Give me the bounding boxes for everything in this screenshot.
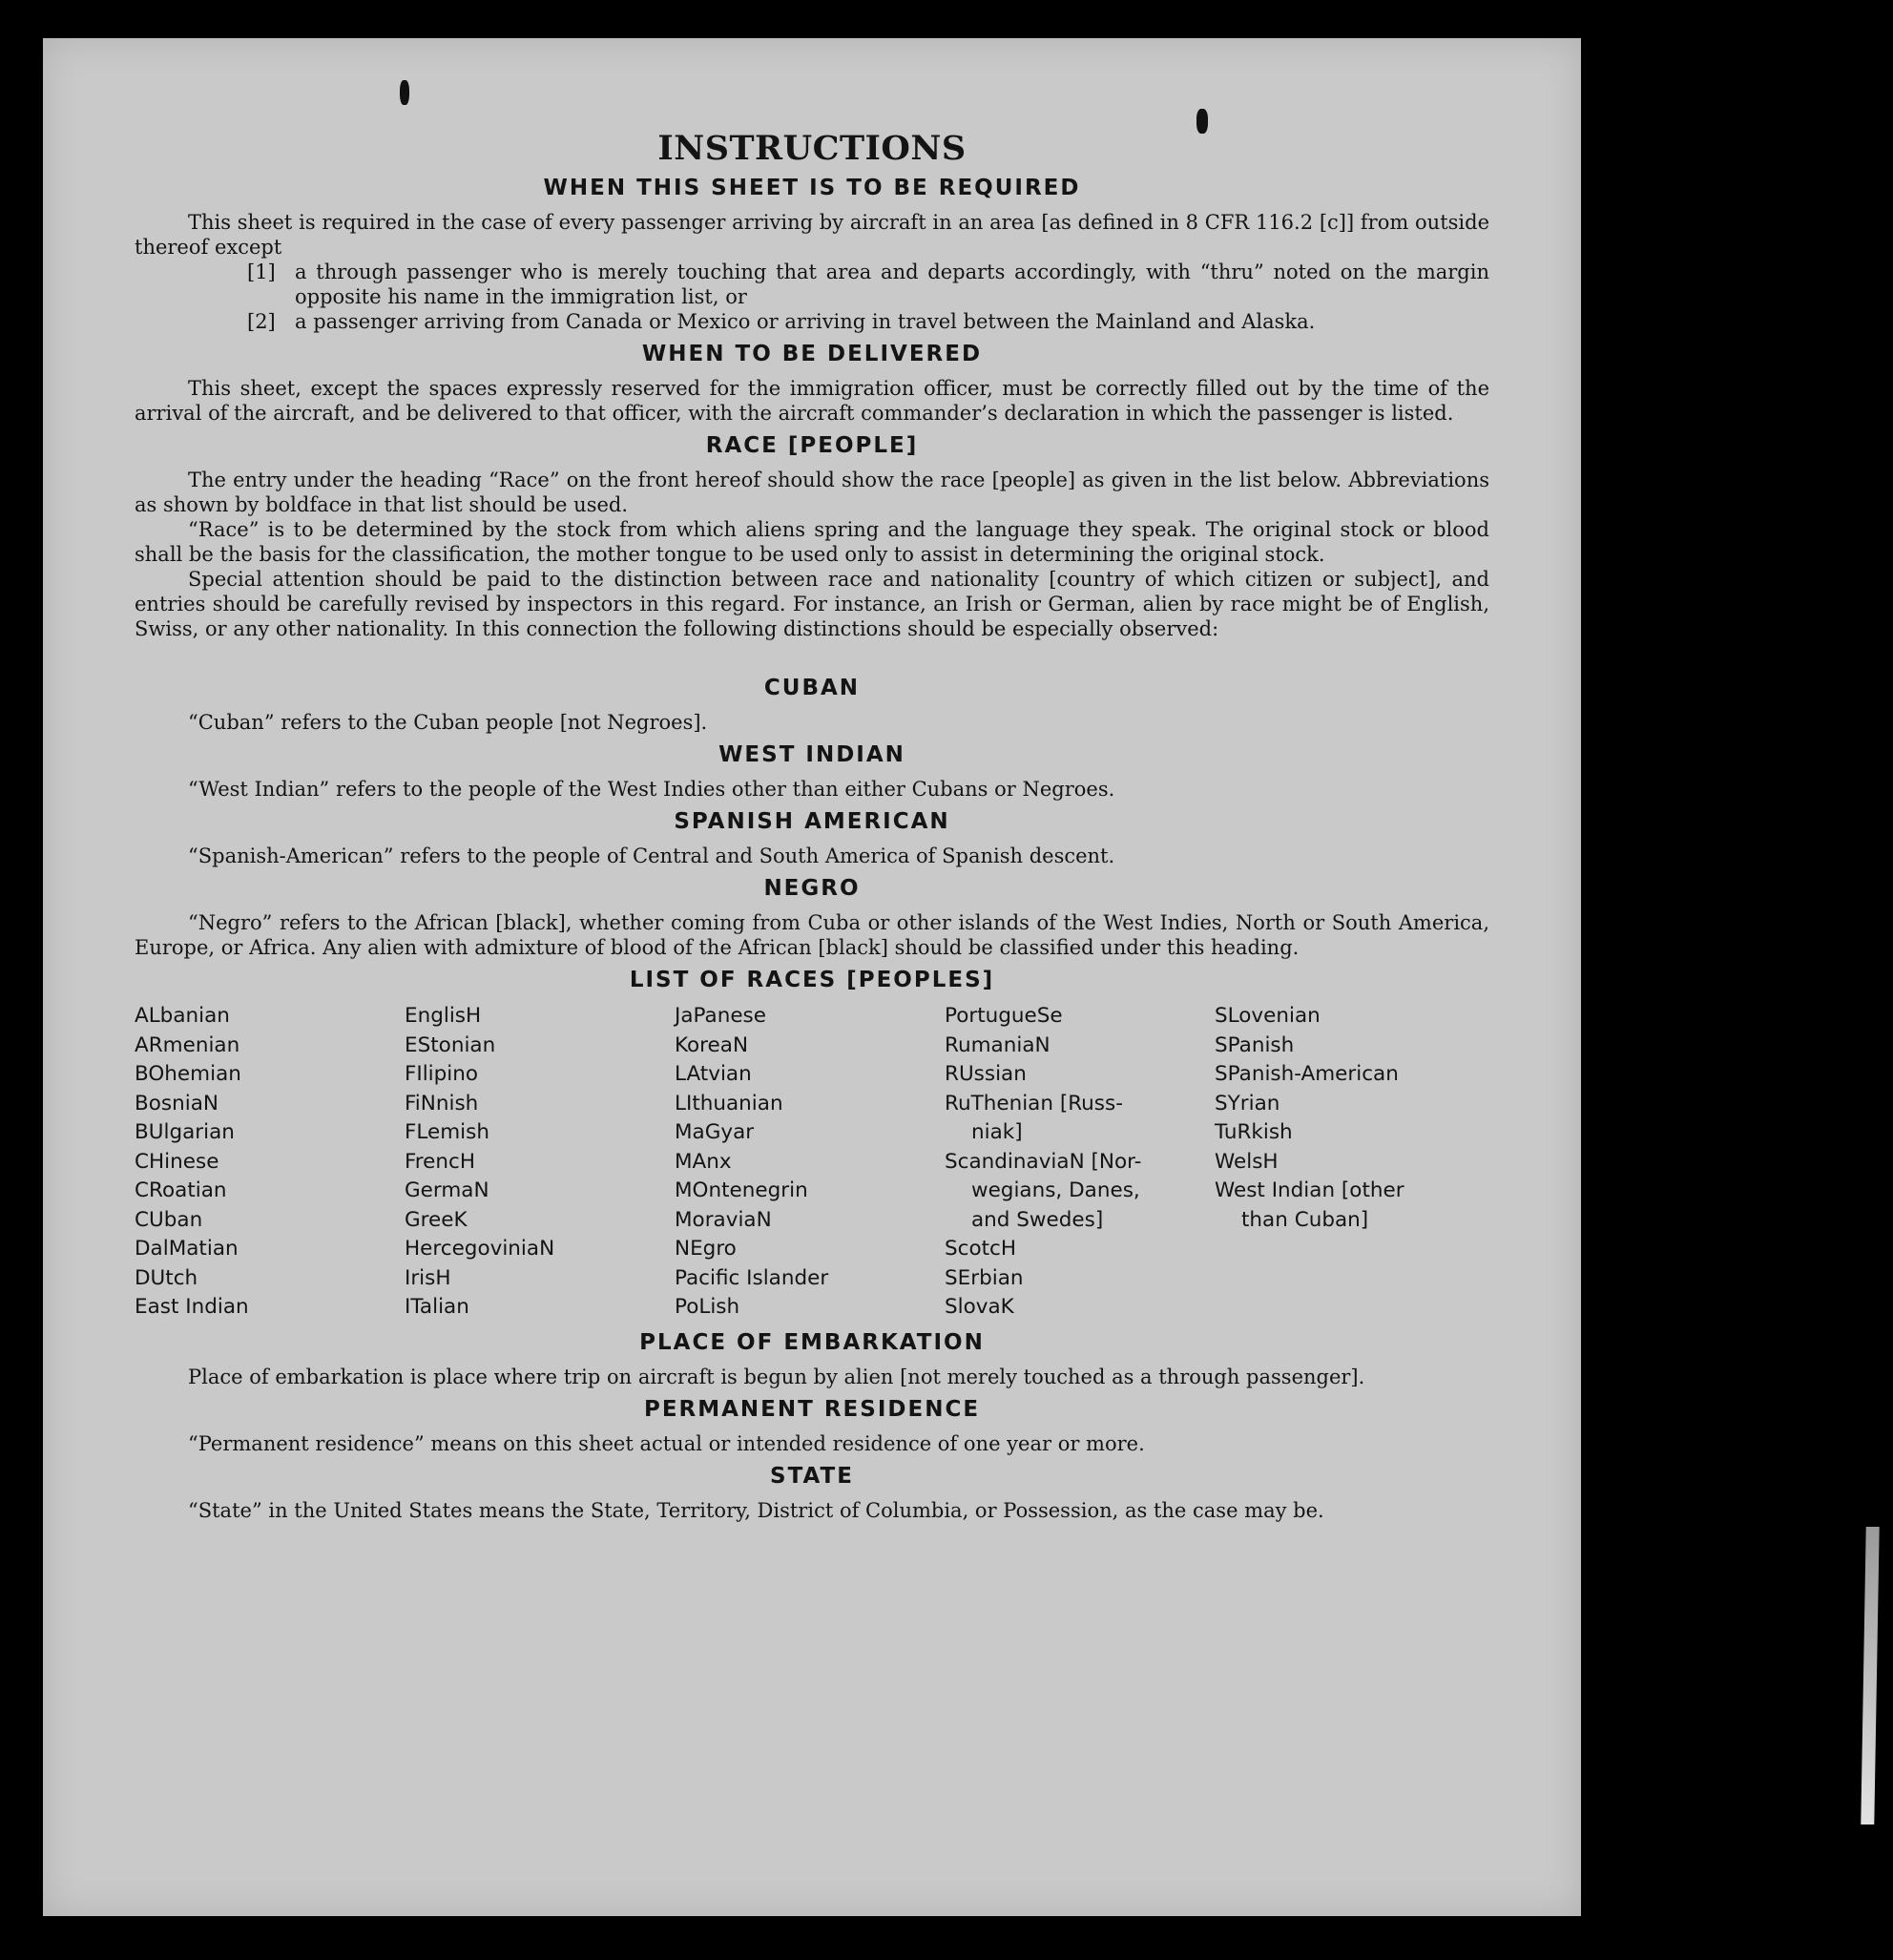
heading-when-delivered: WHEN TO BE DELIVERED [641,342,983,366]
heading-spanish-american: SPANISH AMERICAN [674,809,950,834]
state-text: “State” in the United States means the State, Territory, District of Columbia, or Possession, as the case may be. [188,1498,1324,1522]
list-item [247,260,1489,309]
negro-text: “Negro” refers to the African [black], whether coming from Cuba or other islands of the West Indies, North or South America, Europe, or Africa. Any alien with admixture of blood of the African [black] should be classified under this heading. [135,911,1489,959]
race-entry: WelsH [1215,1149,1279,1174]
race-entry: ALbanian [135,1004,230,1028]
race-entry: SPanish [1215,1032,1295,1057]
item-text: a passenger arriving from Canada or Mexico or arriving in travel between the Mainland and Alaska. [295,310,1316,333]
page-edge-strip [1861,1527,1879,1824]
heading-place-of-embarkation: PLACE OF EMBARKATION [639,1329,985,1355]
race-entry: ScotcH [945,1237,1017,1261]
heading-cuban: CUBAN [763,676,861,700]
race-entry: MAnx [675,1149,732,1174]
race-entry: FLemish [405,1120,489,1144]
race-entry: HercegoviniaN [405,1237,555,1261]
races-column-3 [675,1002,945,1323]
race-entry: MoraviaN [675,1207,772,1232]
race-entry: IrisH [405,1265,451,1290]
race-entry: KoreaN [675,1032,749,1057]
races-list [135,1002,1489,1323]
race-entry: RumaniaN [945,1032,1051,1057]
race-entry-continuation: and Swedes] [971,1207,1104,1232]
residence-text: “Permanent residence” means on this sheet actual or intended residence of one year or more. [188,1431,1145,1455]
race-entry: SPanish-American [1215,1062,1399,1086]
race-entry: GreeK [405,1207,468,1232]
race-entry: CUban [135,1207,203,1232]
race-entry: BOhemian [135,1062,241,1086]
race-entry: SLovenian [1215,1004,1321,1028]
heading-when-required: WHEN THIS SHEET IS TO BE REQUIRED [543,176,1081,200]
race-entry: EStonian [405,1032,496,1057]
west-indian-text: “West Indian” refers to the people of the West Indies other than either Cubans or Negroes. [188,778,1115,801]
race-entry: MOntenegrin [675,1178,808,1202]
race-entry: West Indian [other [1215,1178,1404,1202]
race-entry-continuation: wegians, Danes, [971,1178,1140,1202]
race-entry-continuation: niak] [971,1120,1023,1144]
races-column-2 [405,1002,675,1323]
race-entry: DUtch [135,1265,198,1290]
heading-west-indian: WEST INDIAN [718,742,905,767]
race-entry: RUssian [945,1062,1027,1086]
race-entry: MaGyar [675,1120,755,1144]
race-entry: East Indian [135,1295,249,1319]
heading-race: RACE [PEOPLE] [705,433,919,458]
race-entry: PoLish [675,1295,740,1319]
race-entry: PortugueSe [945,1004,1063,1028]
race-entry: SlovaK [945,1295,1014,1319]
race-entry: RuThenian [Russ- [945,1091,1123,1116]
heading-permanent-residence: PERMANENT RESIDENCE [643,1396,981,1422]
race-entry: EnglisH [405,1004,482,1028]
required-intro: This sheet is required in the case of every passenger arriving by aircraft in an area [as defined in 8 CFR 116.2 [c]] from outside thereof except [135,211,1489,259]
list-item [247,309,1489,334]
race-entry: GermaN [405,1178,489,1202]
race-entry: LIthuanian [675,1091,783,1116]
cuban-text: “Cuban” refers to the Cuban people [not Negroes]. [188,711,708,734]
race-entry: SErbian [945,1265,1024,1290]
race-entry: BosniaN [135,1091,218,1116]
embarkation-text: Place of embarkation is place where trip on aircraft is begun by alien [not merely touched as a through passenger]. [188,1365,1365,1388]
race-entry: FrencH [405,1149,476,1174]
item-number: [1] [247,261,276,283]
race-paragraph-2: “Race” is to be determined by the stock from which aliens spring and the language they speak. The original stock or blood shall be the basis for the classification, the mother tongue to be used only to assist in determining the original stock. [135,518,1489,566]
races-column-5 [1215,1002,1485,1323]
page-title: INSTRUCTIONS [657,129,967,168]
race-entry: TuRkish [1215,1120,1293,1144]
race-entry: NEgro [675,1237,737,1261]
item-number: [2] [247,310,276,333]
race-paragraph-3: Special attention should be paid to the distinction between race and nationality [country of which citizen or subject], and entries should be carefully revised by inspectors in this regard. For instance, an Irish or German, alien by race might be of English, Swiss, or any other nationality. In this connection the following distinctions should be especially observed: [135,568,1489,640]
instructions-content [135,129,1489,1523]
races-column-1 [135,1002,405,1323]
race-entry: SYrian [1215,1091,1280,1116]
race-entry: CRoatian [135,1178,227,1202]
document-sheet [43,38,1581,1916]
heading-state: STATE [770,1463,854,1489]
race-entry: JaPanese [675,1004,766,1028]
race-entry: FIlipino [405,1062,479,1086]
race-entry: DalMatian [135,1237,239,1261]
heading-negro: NEGRO [763,876,861,901]
race-entry: FiNnish [405,1091,479,1116]
punch-hole-mark [400,80,409,105]
race-entry: BUlgarian [135,1120,235,1144]
item-text: a through passenger who is merely touching that area and departs accordingly, with “thru” noted on the margin opposite his name in the immigration list, or [295,261,1489,308]
delivered-text: This sheet, except the spaces expressly reserved for the immigration officer, must be correctly filled out by the time of the arrival of the aircraft, and be delivered to that officer, with the aircraft commander’s declaration in which the passenger is listed. [135,377,1489,425]
race-entry: ARmenian [135,1032,240,1057]
race-entry-continuation: than Cuban] [1241,1207,1369,1232]
race-entry: CHinese [135,1149,219,1174]
spanish-american-text: “Spanish-American” refers to the people of Central and South America of Spanish descent. [188,844,1115,867]
race-paragraph-1: The entry under the heading “Race” on the front hereof should show the race [people] as given in the list below. Abbreviations as shown by boldface in that list should be used. [135,469,1489,516]
heading-list-of-races: LIST OF RACES [PEOPLES] [629,968,995,992]
race-entry: LAtvian [675,1062,752,1086]
race-entry: ScandinaviaN [Nor- [945,1149,1142,1174]
race-entry: ITalian [405,1295,469,1319]
race-entry: Pacific Islander [675,1265,829,1290]
races-column-4 [945,1002,1215,1323]
